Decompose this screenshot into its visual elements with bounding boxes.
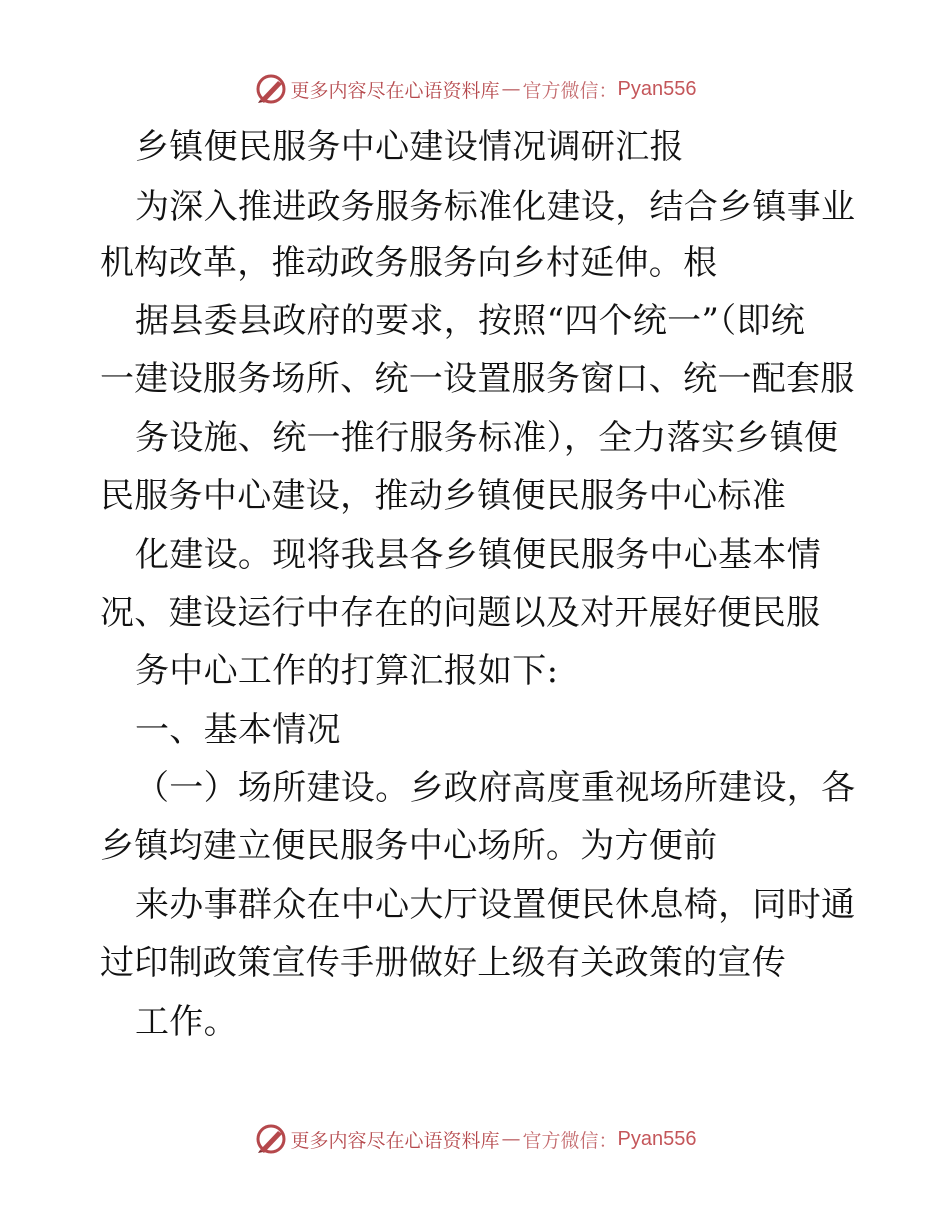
text-line: 工作。: [135, 1002, 238, 1042]
text-line: 务设施、统一推行服务标准），全力落实乡镇便: [135, 418, 839, 458]
watermark-label: 官方微信：: [522, 1129, 618, 1152]
text-line: 乡镇均建立便民服务中心场所。为方便前: [100, 826, 718, 866]
watermark-dash: —: [501, 78, 521, 100]
text-line: 为深入推进政务服务标准化建设，结合乡镇事业: [135, 187, 856, 227]
text-line: 过印制政策宣传手册做好上级有关政策的宣传: [100, 943, 786, 983]
watermark-label: 官方微信：: [522, 79, 618, 102]
pen-logo-icon: [254, 72, 288, 106]
watermark-brand: 更多内容尽在心语资料库: [290, 79, 500, 102]
text-line: 民服务中心建设，推动乡镇便民服务中心标准: [100, 476, 786, 516]
header-watermark: [0, 74, 950, 104]
watermark-brand: 更多内容尽在心语资料库: [290, 1129, 500, 1152]
text-line: 机构改革，推动政务服务向乡村延伸。根: [100, 243, 718, 283]
watermark-wechat-id: Pyan556: [617, 1127, 697, 1150]
watermark-wechat-id: Pyan556: [617, 77, 697, 100]
pen-logo-icon: [254, 1122, 288, 1156]
text-line: 化建设。现将我县各乡镇便民服务中心基本情: [135, 535, 821, 575]
text-line: 务中心工作的打算汇报如下:: [135, 651, 559, 691]
text-line: 况、建设运行中存在的问题以及对开展好便民服: [100, 593, 821, 633]
text-line: 据县委县政府的要求，按照“四个统一”（即统: [135, 301, 806, 341]
section-heading: 一、基本情况: [135, 710, 341, 750]
footer-watermark: [0, 1124, 950, 1154]
watermark-dash: —: [501, 1128, 521, 1150]
text-line: 来办事群众在中心大厅设置便民休息椅，同时通: [135, 885, 856, 925]
text-line: 一建设服务场所、统一设置服务窗口、统一配套服: [100, 359, 855, 399]
doc-title: 乡镇便民服务中心建设情况调研汇报: [135, 127, 684, 167]
text-line: （一）场所建设。乡政府高度重视场所建设，各: [135, 768, 856, 808]
